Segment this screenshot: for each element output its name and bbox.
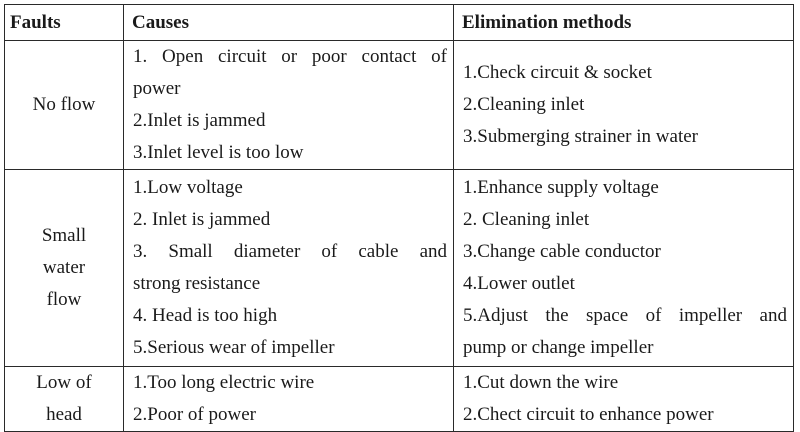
causes-cell [124,170,454,367]
methods-cell [454,367,794,432]
cause-line: 2. Inlet is jammed [133,209,271,230]
fault-text: head [46,404,82,425]
cause-line: power [133,78,181,99]
method-line: pump or change impeller [463,337,654,358]
method-line: 1.Enhance supply voltage [463,177,659,198]
cause-line: 2.Inlet is jammed [133,110,266,131]
cause-line: 1. Open circuit or poor contact of [133,46,447,67]
cause-line: 1.Low voltage [133,177,243,198]
header-causes: Causes [124,5,454,41]
cause-line: 5.Serious wear of impeller [133,337,335,358]
cause-line: 1.Too long electric wire [133,372,315,393]
method-line: 2.Cleaning inlet [463,94,585,115]
cause-line: 3. Small diameter of cable and [133,241,447,262]
method-line: 2.Chect circuit to enhance power [463,404,714,425]
fault-text: Small [41,225,87,246]
header-faults: Faults [5,5,124,41]
header-elimination-methods: Elimination methods [454,5,794,41]
fault-text: water [42,257,86,278]
table-row [5,170,794,367]
table-row [5,41,794,170]
cause-line: strong resistance [133,273,261,294]
method-line: 4.Lower outlet [463,273,575,294]
causes-cell [124,41,454,170]
troubleshooting-table [4,4,794,432]
method-line: 3.Submerging strainer in water [463,126,698,147]
fault-text: flow [46,289,82,310]
table-row [5,367,794,432]
method-line: 1.Check circuit & socket [463,62,652,83]
causes-cell [124,367,454,432]
fault-cell [5,41,124,170]
methods-cell [454,170,794,367]
method-line: 5.Adjust the space of impeller and [463,305,787,326]
cause-line: 3.Inlet level is too low [133,142,304,163]
fault-text: Low of [36,372,92,393]
cause-line: 4. Head is too high [133,305,278,326]
cause-line: 2.Poor of power [133,404,256,425]
fault-cell [5,367,124,432]
method-line: 1.Cut down the wire [463,372,619,393]
fault-text: No flow [32,94,96,115]
method-line: 3.Change cable conductor [463,241,661,262]
method-line: 2. Cleaning inlet [463,209,590,230]
fault-cell [5,170,124,367]
methods-cell [454,41,794,170]
table-header-row [5,5,794,41]
